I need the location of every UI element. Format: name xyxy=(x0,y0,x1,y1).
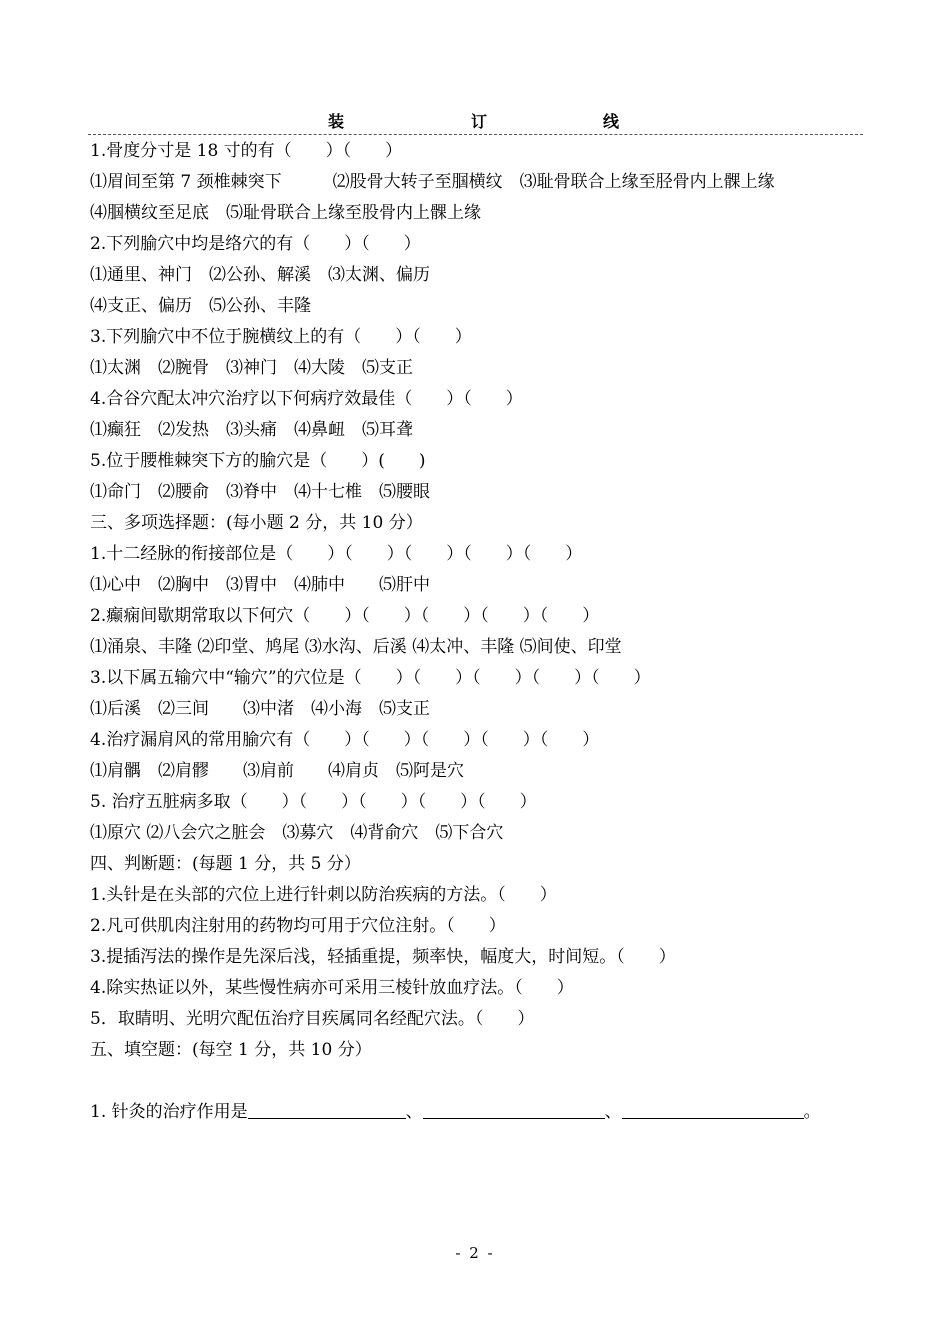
blank-separator-2: 、 xyxy=(604,1102,622,1122)
exam-content xyxy=(90,136,870,1128)
question-1-options-b: ⑷腘横纹至足底 ⑸耻骨联合上缘至股骨内上髁上缘 xyxy=(90,203,481,223)
mc-question-2-stem: 2.癫痫间歇期常取以下何穴（ ）（ ）（ ）（ ）（ ） xyxy=(90,606,600,626)
mc-question-5-stem: 5. 治疗五脏病多取（ ）（ ）（ ）（ ）（ ） xyxy=(90,792,537,812)
mc-question-3-options: ⑴后溪 ⑵三间 ⑶中渚 ⑷小海 ⑸支正 xyxy=(90,699,430,719)
tf-question-3: 3.提插泻法的操作是先深后浅，轻插重提，频率快，幅度大，时间短。（ ） xyxy=(90,947,676,967)
question-4-options: ⑴癫狂 ⑵发热 ⑶头痛 ⑷鼻衄 ⑸耳聋 xyxy=(90,420,413,440)
fill-question-1-end: 。 xyxy=(803,1102,821,1122)
binding-line-char-1: 装 xyxy=(328,112,345,131)
tf-question-4: 4.除实热证以外，某些慢性病亦可采用三棱针放血疗法。（ ） xyxy=(90,978,574,998)
tf-question-2: 2.凡可供肌肉注射用的药物均可用于穴位注射。（ ） xyxy=(90,916,506,936)
binding-line-header xyxy=(88,112,863,135)
section-5-heading: 五、填空题：(每空 1 分，共 10 分） xyxy=(90,1040,372,1060)
fill-question-1 xyxy=(90,1097,870,1128)
section-3-heading: 三、多项选择题：(每小题 2 分，共 10 分） xyxy=(90,513,423,533)
mc-question-1-stem: 1.十二经脉的衔接部位是（ ）（ ）（ ）（ ）（ ） xyxy=(90,544,583,564)
question-3-options: ⑴太渊 ⑵腕骨 ⑶神门 ⑷大陵 ⑸支正 xyxy=(90,358,413,378)
fill-question-1-stem: 1. 针灸的治疗作用是 xyxy=(90,1102,248,1122)
blank-separator-1: 、 xyxy=(405,1102,423,1122)
page-number: - 2 - xyxy=(455,1244,495,1262)
mc-question-5-options: ⑴原穴 ⑵八会穴之脏会 ⑶募穴 ⑷背俞穴 ⑸下合穴 xyxy=(90,823,504,843)
question-3-stem: 3.下列腧穴中不位于腕横纹上的有（ ）（ ） xyxy=(90,327,472,347)
question-4-stem: 4.合谷穴配太冲穴治疗以下何病疗效最佳（ ）（ ） xyxy=(90,389,523,409)
question-1-stem: 1.骨度分寸是 18 寸的有（ ）（ ） xyxy=(90,141,403,161)
tf-question-5: 5．取睛明、光明穴配伍治疗目疾属同名经配穴法。（ ） xyxy=(90,1009,535,1029)
mc-question-4-options: ⑴肩髃 ⑵肩髎 ⑶肩前 ⑷肩贞 ⑸阿是穴 xyxy=(90,761,464,781)
answer-blank-2[interactable] xyxy=(423,1098,605,1119)
question-2-options-b: ⑷支正、偏历 ⑸公孙、丰隆 xyxy=(90,296,311,316)
answer-blank-1[interactable] xyxy=(248,1098,406,1119)
binding-line-char-2: 订 xyxy=(471,112,488,131)
mc-question-4-stem: 4.治疗漏肩风的常用腧穴有（ ）（ ）（ ）（ ）（ ） xyxy=(90,730,600,750)
question-1-options-a: ⑴眉间至第 7 颈椎棘突下 ⑵股骨大转子至腘横纹 ⑶耻骨联合上缘至胫骨内上髁上缘 xyxy=(90,172,775,192)
mc-question-1-options: ⑴心中 ⑵胸中 ⑶胃中 ⑷肺中 ⑸肝中 xyxy=(90,575,430,595)
question-5-options: ⑴命门 ⑵腰俞 ⑶脊中 ⑷十七椎 ⑸腰眼 xyxy=(90,482,430,502)
question-2-stem: 2.下列腧穴中均是络穴的有（ ）（ ） xyxy=(90,234,421,254)
mc-question-3-stem: 3.以下属五输穴中“输穴”的穴位是（ ）（ ）（ ）（ ）（ ） xyxy=(90,668,651,688)
mc-question-2-options: ⑴涌泉、丰隆 ⑵印堂、鸠尾 ⑶水沟、后溪 ⑷太冲、丰隆 ⑸间使、印堂 xyxy=(90,637,622,657)
answer-blank-3[interactable] xyxy=(622,1098,804,1119)
binding-line-char-3: 线 xyxy=(603,112,620,131)
tf-question-1: 1.头针是在头部的穴位上进行针刺以防治疾病的方法。（ ） xyxy=(90,885,557,905)
question-2-options-a: ⑴通里、神门 ⑵公孙、解溪 ⑶太渊、偏历 xyxy=(90,265,430,285)
question-5-stem: 5.位于腰椎棘突下方的腧穴是（ ）( ) xyxy=(90,451,426,471)
section-4-heading: 四、判断题：(每题 1 分，共 5 分） xyxy=(90,854,361,874)
